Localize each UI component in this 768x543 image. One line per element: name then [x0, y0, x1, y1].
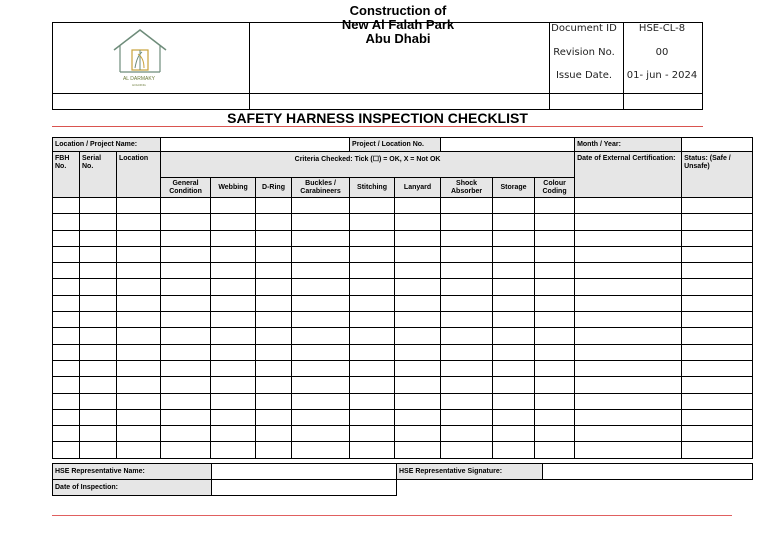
status-header: Status: (Safe / Unsafe)	[682, 152, 753, 198]
table-cell[interactable]	[682, 198, 753, 214]
table-cell[interactable]	[493, 328, 535, 344]
table-cell[interactable]	[161, 377, 211, 393]
table-cell[interactable]	[682, 409, 753, 425]
table-cell[interactable]	[53, 409, 80, 425]
table-cell[interactable]	[535, 426, 575, 442]
table-cell[interactable]	[292, 426, 350, 442]
project-title: Construction of New Al Falah Park Abu Dhabi	[341, 3, 455, 46]
table-cell[interactable]	[292, 263, 350, 279]
table-cell[interactable]	[575, 360, 682, 376]
table-cell[interactable]	[682, 295, 753, 311]
table-cell[interactable]	[395, 344, 441, 360]
shock-absorber-header: Shock Absorber	[441, 178, 493, 198]
table-row	[53, 393, 753, 409]
table-cell[interactable]	[350, 230, 395, 246]
table-cell[interactable]	[575, 377, 682, 393]
table-cell[interactable]	[80, 328, 117, 344]
table-cell[interactable]	[535, 230, 575, 246]
table-cell[interactable]	[395, 230, 441, 246]
title-divider	[52, 126, 703, 127]
table-cell[interactable]	[441, 393, 493, 409]
table-cell[interactable]	[493, 377, 535, 393]
table-cell[interactable]	[441, 328, 493, 344]
hse-rep-signature-label: HSE Representative Signature:	[397, 464, 543, 480]
table-cell[interactable]	[575, 426, 682, 442]
table-cell[interactable]	[53, 328, 80, 344]
table-cell[interactable]	[441, 360, 493, 376]
hse-rep-name-field[interactable]	[212, 464, 397, 480]
table-row	[53, 426, 753, 442]
table-cell[interactable]	[161, 393, 211, 409]
table-cell[interactable]	[256, 198, 292, 214]
table-cell[interactable]	[350, 360, 395, 376]
table-cell[interactable]	[117, 312, 161, 328]
table-cell[interactable]	[575, 393, 682, 409]
table-cell[interactable]	[80, 409, 117, 425]
table-cell[interactable]	[682, 230, 753, 246]
table-cell[interactable]	[395, 409, 441, 425]
table-row	[53, 312, 753, 328]
table-cell[interactable]	[441, 214, 493, 230]
table-cell[interactable]	[211, 377, 256, 393]
table-cell[interactable]	[256, 442, 292, 458]
table-cell[interactable]	[493, 230, 535, 246]
table-cell[interactable]	[350, 295, 395, 311]
serial-no-header: Serial No.	[80, 152, 117, 198]
table-cell[interactable]	[575, 214, 682, 230]
table-cell[interactable]	[350, 409, 395, 425]
table-cell[interactable]	[395, 377, 441, 393]
table-cell[interactable]	[117, 393, 161, 409]
table-cell[interactable]	[117, 263, 161, 279]
table-cell[interactable]	[53, 360, 80, 376]
table-cell[interactable]	[53, 263, 80, 279]
table-cell[interactable]	[117, 377, 161, 393]
table-cell[interactable]	[493, 442, 535, 458]
table-cell[interactable]	[292, 246, 350, 262]
table-cell[interactable]	[535, 360, 575, 376]
table-cell[interactable]	[441, 312, 493, 328]
table-cell[interactable]	[292, 393, 350, 409]
table-cell[interactable]	[395, 360, 441, 376]
table-row	[53, 230, 753, 246]
table-cell[interactable]	[53, 426, 80, 442]
table-cell[interactable]	[493, 312, 535, 328]
revision-value: 00	[655, 47, 669, 58]
table-cell[interactable]	[535, 344, 575, 360]
table-cell[interactable]	[161, 360, 211, 376]
location-project-label: Location / Project Name:	[53, 138, 161, 152]
table-cell[interactable]	[211, 393, 256, 409]
table-cell[interactable]	[53, 279, 80, 295]
table-cell[interactable]	[682, 214, 753, 230]
table-cell[interactable]	[53, 344, 80, 360]
table-cell[interactable]	[441, 246, 493, 262]
table-row	[53, 344, 753, 360]
table-cell[interactable]	[161, 312, 211, 328]
table-cell[interactable]	[211, 426, 256, 442]
table-cell[interactable]	[682, 393, 753, 409]
table-cell[interactable]	[575, 279, 682, 295]
table-cell[interactable]	[535, 295, 575, 311]
storage-header: Storage	[493, 178, 535, 198]
table-cell[interactable]	[292, 360, 350, 376]
table-cell[interactable]	[292, 312, 350, 328]
table-cell[interactable]	[256, 426, 292, 442]
table-cell[interactable]	[292, 198, 350, 214]
table-cell[interactable]	[493, 246, 535, 262]
table-cell[interactable]	[395, 393, 441, 409]
d-ring-header: D-Ring	[256, 178, 292, 198]
table-cell[interactable]	[493, 344, 535, 360]
table-cell[interactable]	[493, 263, 535, 279]
table-row	[53, 198, 753, 214]
table-cell[interactable]	[350, 426, 395, 442]
table-cell[interactable]	[256, 377, 292, 393]
table-cell[interactable]	[80, 230, 117, 246]
table-cell[interactable]	[575, 198, 682, 214]
table-cell[interactable]	[53, 295, 80, 311]
table-cell[interactable]	[682, 263, 753, 279]
inspection-table	[52, 137, 753, 459]
webbing-header: Webbing	[211, 178, 256, 198]
table-cell[interactable]	[80, 426, 117, 442]
hse-rep-name-label: HSE Representative Name:	[53, 464, 212, 480]
table-cell[interactable]	[535, 263, 575, 279]
table-cell[interactable]	[395, 279, 441, 295]
table-cell[interactable]	[682, 246, 753, 262]
table-cell[interactable]	[575, 442, 682, 458]
inspection-rows	[53, 198, 753, 459]
table-cell[interactable]	[117, 360, 161, 376]
table-cell[interactable]	[211, 214, 256, 230]
table-cell[interactable]	[535, 393, 575, 409]
table-cell[interactable]	[493, 295, 535, 311]
table-cell[interactable]	[211, 230, 256, 246]
table-cell[interactable]	[256, 360, 292, 376]
table-row	[53, 246, 753, 262]
table-cell[interactable]	[117, 279, 161, 295]
table-cell[interactable]	[256, 295, 292, 311]
criteria-header: Criteria Checked: Tick (☐) = OK, X = Not OK	[161, 152, 575, 178]
table-cell[interactable]	[53, 214, 80, 230]
table-cell[interactable]	[441, 409, 493, 425]
table-cell[interactable]	[211, 295, 256, 311]
month-year-field[interactable]	[682, 138, 753, 152]
table-cell[interactable]	[575, 295, 682, 311]
table-cell[interactable]	[117, 246, 161, 262]
table-cell[interactable]	[292, 328, 350, 344]
table-cell[interactable]	[493, 198, 535, 214]
table-cell[interactable]	[117, 230, 161, 246]
table-cell[interactable]	[256, 263, 292, 279]
table-cell[interactable]	[395, 295, 441, 311]
table-row	[53, 263, 753, 279]
table-cell[interactable]	[493, 393, 535, 409]
signature-table	[52, 463, 753, 496]
table-cell[interactable]	[292, 344, 350, 360]
stitching-header: Stitching	[350, 178, 395, 198]
table-cell[interactable]	[350, 279, 395, 295]
issue-date-value: 01- jun - 2024	[626, 70, 698, 81]
table-cell[interactable]	[441, 198, 493, 214]
table-cell[interactable]	[575, 409, 682, 425]
table-cell[interactable]	[117, 295, 161, 311]
checklist-title: SAFETY HARNESS INSPECTION CHECKLIST	[227, 110, 528, 126]
table-row	[53, 328, 753, 344]
table-row	[53, 279, 753, 295]
table-cell[interactable]	[535, 246, 575, 262]
table-cell[interactable]	[575, 312, 682, 328]
table-cell[interactable]	[292, 295, 350, 311]
table-cell[interactable]	[161, 328, 211, 344]
revision-label: Revision No.	[553, 47, 615, 58]
table-cell[interactable]	[493, 279, 535, 295]
table-cell[interactable]	[211, 442, 256, 458]
table-cell[interactable]	[682, 279, 753, 295]
table-cell[interactable]	[211, 263, 256, 279]
table-cell[interactable]	[395, 442, 441, 458]
table-cell[interactable]	[53, 377, 80, 393]
table-cell[interactable]	[256, 279, 292, 295]
table-cell[interactable]	[256, 409, 292, 425]
table-cell[interactable]	[161, 295, 211, 311]
table-cell[interactable]	[80, 214, 117, 230]
table-cell[interactable]	[161, 246, 211, 262]
table-cell[interactable]	[161, 198, 211, 214]
table-cell[interactable]	[292, 214, 350, 230]
table-cell[interactable]	[161, 344, 211, 360]
table-cell[interactable]	[256, 344, 292, 360]
table-cell[interactable]	[161, 230, 211, 246]
table-cell[interactable]	[256, 230, 292, 246]
table-cell[interactable]	[575, 246, 682, 262]
table-cell[interactable]	[211, 344, 256, 360]
table-cell[interactable]	[575, 263, 682, 279]
table-cell[interactable]	[535, 214, 575, 230]
table-cell[interactable]	[395, 263, 441, 279]
table-cell[interactable]	[117, 344, 161, 360]
table-cell[interactable]	[350, 344, 395, 360]
table-cell[interactable]	[80, 344, 117, 360]
table-cell[interactable]	[80, 246, 117, 262]
table-cell[interactable]	[395, 214, 441, 230]
table-cell[interactable]	[682, 426, 753, 442]
table-cell[interactable]	[161, 426, 211, 442]
table-cell[interactable]	[493, 360, 535, 376]
table-cell[interactable]	[211, 246, 256, 262]
date-of-inspection-field[interactable]	[212, 480, 397, 496]
table-cell[interactable]	[211, 360, 256, 376]
table-cell[interactable]	[80, 295, 117, 311]
lanyard-header: Lanyard	[395, 178, 441, 198]
table-cell[interactable]	[117, 198, 161, 214]
table-cell[interactable]	[256, 312, 292, 328]
table-cell[interactable]	[535, 442, 575, 458]
table-cell[interactable]	[292, 409, 350, 425]
table-cell[interactable]	[80, 393, 117, 409]
table-cell[interactable]	[256, 246, 292, 262]
table-row	[53, 360, 753, 376]
table-cell[interactable]	[53, 442, 80, 458]
table-cell[interactable]	[493, 214, 535, 230]
colour-coding-header: Colour Coding	[535, 178, 575, 198]
table-cell[interactable]	[80, 442, 117, 458]
table-cell[interactable]	[395, 328, 441, 344]
table-cell[interactable]	[211, 312, 256, 328]
issue-date-label: Issue Date.	[555, 70, 613, 81]
table-cell[interactable]	[117, 214, 161, 230]
logo-subtext: HOLDING	[132, 83, 146, 87]
table-cell[interactable]	[211, 198, 256, 214]
table-row	[53, 442, 753, 458]
document-id-value: HSE-CL-8	[638, 23, 686, 34]
table-cell[interactable]	[80, 279, 117, 295]
table-cell[interactable]	[350, 263, 395, 279]
table-cell[interactable]	[117, 328, 161, 344]
table-cell[interactable]	[535, 377, 575, 393]
location-header: Location	[117, 152, 161, 198]
table-cell[interactable]	[535, 409, 575, 425]
document-id-label: Document ID	[551, 23, 617, 34]
fbh-no-header: FBH No.	[53, 152, 80, 198]
project-location-no-field[interactable]	[441, 138, 575, 152]
table-cell[interactable]	[53, 230, 80, 246]
table-cell[interactable]	[535, 198, 575, 214]
buckles-carabineers-header: Buckles / Carabineers	[292, 178, 350, 198]
table-cell[interactable]	[441, 279, 493, 295]
table-row	[53, 295, 753, 311]
table-cell[interactable]	[493, 409, 535, 425]
table-cell[interactable]	[575, 328, 682, 344]
table-cell[interactable]	[292, 442, 350, 458]
table-cell[interactable]	[682, 328, 753, 344]
table-cell[interactable]	[350, 393, 395, 409]
table-cell[interactable]	[53, 198, 80, 214]
table-cell[interactable]	[292, 377, 350, 393]
table-cell[interactable]	[80, 360, 117, 376]
table-cell[interactable]	[441, 426, 493, 442]
table-cell[interactable]	[53, 393, 80, 409]
table-cell[interactable]	[395, 426, 441, 442]
table-cell[interactable]	[350, 442, 395, 458]
table-cell[interactable]	[395, 312, 441, 328]
table-cell[interactable]	[350, 312, 395, 328]
table-cell[interactable]	[441, 263, 493, 279]
table-cell[interactable]	[575, 230, 682, 246]
table-cell[interactable]	[117, 442, 161, 458]
table-row	[53, 409, 753, 425]
table-row	[53, 377, 753, 393]
table-cell[interactable]	[493, 426, 535, 442]
table-cell[interactable]	[161, 279, 211, 295]
table-cell[interactable]	[535, 328, 575, 344]
table-cell[interactable]	[53, 312, 80, 328]
hse-rep-signature-field[interactable]	[543, 464, 753, 480]
general-condition-header: General Condition	[161, 178, 211, 198]
table-cell[interactable]	[80, 377, 117, 393]
table-cell[interactable]	[292, 230, 350, 246]
table-cell[interactable]	[441, 442, 493, 458]
table-cell[interactable]	[53, 246, 80, 262]
location-project-field[interactable]	[161, 138, 350, 152]
table-cell[interactable]	[161, 263, 211, 279]
table-cell[interactable]	[395, 246, 441, 262]
project-location-no-label: Project / Location No.	[350, 138, 441, 152]
table-cell[interactable]	[535, 312, 575, 328]
table-cell[interactable]	[441, 344, 493, 360]
table-cell[interactable]	[211, 328, 256, 344]
table-row	[53, 214, 753, 230]
table-cell[interactable]	[256, 214, 292, 230]
table-cell[interactable]	[682, 344, 753, 360]
table-cell[interactable]	[256, 328, 292, 344]
table-cell[interactable]	[80, 312, 117, 328]
table-cell[interactable]	[441, 230, 493, 246]
table-cell[interactable]	[350, 214, 395, 230]
table-cell[interactable]	[80, 198, 117, 214]
table-cell[interactable]	[80, 263, 117, 279]
month-year-label: Month / Year:	[575, 138, 682, 152]
table-cell[interactable]	[256, 393, 292, 409]
table-cell[interactable]	[211, 409, 256, 425]
table-cell[interactable]	[292, 279, 350, 295]
table-cell[interactable]	[682, 312, 753, 328]
table-cell[interactable]	[350, 246, 395, 262]
table-cell[interactable]	[350, 328, 395, 344]
table-cell[interactable]	[117, 426, 161, 442]
table-cell[interactable]	[682, 360, 753, 376]
table-cell[interactable]	[211, 279, 256, 295]
table-cell[interactable]	[161, 214, 211, 230]
table-cell[interactable]	[441, 295, 493, 311]
table-cell[interactable]	[535, 279, 575, 295]
table-cell[interactable]	[350, 198, 395, 214]
date-of-inspection-label: Date of Inspection:	[53, 480, 212, 496]
table-cell[interactable]	[350, 377, 395, 393]
table-cell[interactable]	[161, 442, 211, 458]
table-cell[interactable]	[117, 409, 161, 425]
table-cell[interactable]	[682, 377, 753, 393]
table-cell[interactable]	[441, 377, 493, 393]
table-cell[interactable]	[161, 409, 211, 425]
table-cell[interactable]	[395, 198, 441, 214]
table-cell[interactable]	[682, 442, 753, 458]
logo-text: AL DARMAKY	[122, 76, 156, 82]
footer-divider	[52, 515, 732, 516]
date-external-certification-header: Date of External Certification:	[575, 152, 682, 198]
table-cell[interactable]	[575, 344, 682, 360]
